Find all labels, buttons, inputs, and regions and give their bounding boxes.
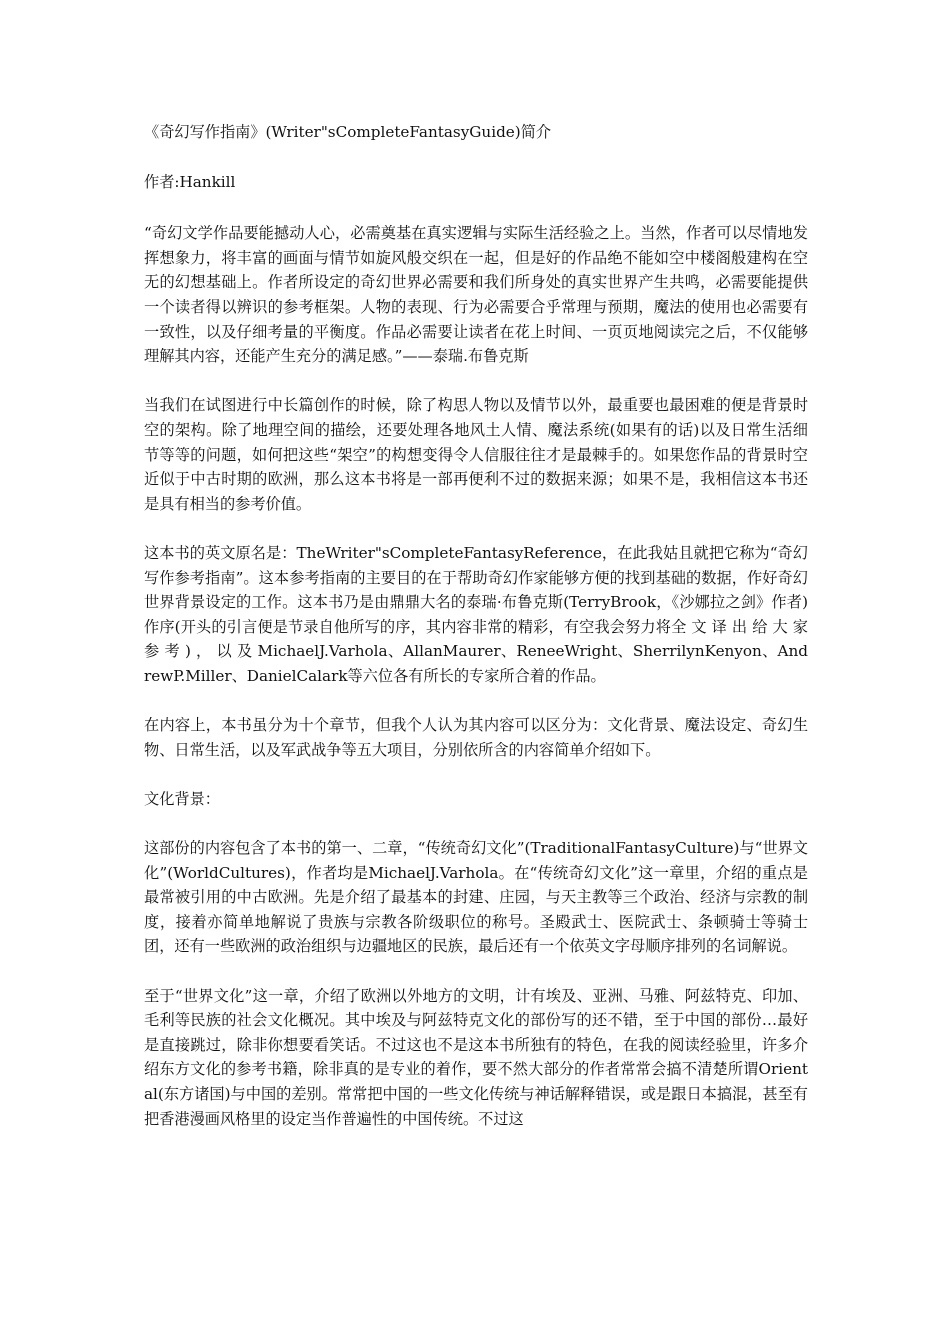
body-paragraph: 当我们在试图进行中长篇创作的时候，除了构思人物以及情节以外，最重要也最困难的便是背景时空的架构。除了地理空间的描绘，还要处理各地风土人情、魔法系统(如果有的话)以及日常生活细节等等的问题，如何把这些“架空”的构想变得令人信服往往才是最棘手的。如果您作品的背景时空近似于中古时期的欧洲，那么这本书将是一部再便利不过的数据来源；如果不是，我相信这本书还是具有相当的参考价值。: [144, 396, 808, 513]
quote-paragraph: “奇幻文学作品要能撼动人心，必需奠基在真实逻辑与实际生活经验之上。当然，作者可以尽情地发挥想象力，将丰富的画面与情节如旋风般交织在一起，但是好的作品绝不能如空中楼阁般建构在空无的幻想基础上。作者所设定的奇幻世界必需要和我们所身处的真实世界产生共鸣，必需要能提供一个读者得以辨识的参考框架。人物的表现、行为必需要合乎常理与预期，魔法的使用也必需要有一致性，以及仔细考量的平衡度。作品必需要让读者在花上时间、一页页地阅读完之后，不仅能够理解其内容，还能产生充分的满足感。”——泰瑞.布鲁克斯: [144, 224, 808, 366]
body-paragraph: 在内容上，本书虽分为十个章节，但我个人认为其内容可以区分为：文化背景、魔法设定、奇幻生物、日常生活，以及军武战争等五大项目，分别依所含的内容简单介绍如下。: [144, 716, 808, 759]
section-heading: 文化背景：: [144, 789, 220, 808]
document-author: 作者:Hankill: [144, 172, 236, 191]
body-paragraph: 至于“世界文化”这一章，介绍了欧洲以外地方的文明，计有埃及、亚洲、马雅、阿兹特克、印加、毛利等民族的社会文化概况。其中埃及与阿兹特克文化的部份写的还不错，至于中国的部份…最好是直接跳过，除非你想要看笑话。不过这也不是这本书所独有的特色，在我的阅读经验里，许多介绍东方文化的参考书籍，除非真的是专业的着作，要不然大部分的作者常常会搞不清楚所谓Oriental(东方诸国)与中国的差别。常常把中国的一些文化传统与神话解释错误，或是跟日本搞混，甚至有把香港漫画风格里的设定当作普遍性的中国传统。不过这: [144, 986, 808, 1128]
body-paragraph: 这本书的英文原名是：TheWriter"sCompleteFantasyReference，在此我姑且就把它称为“奇幻写作参考指南”。这本参考指南的主要目的在于帮助奇幻作家能够方便的找到基础的数据，作好奇幻世界背景设定的工作。这本书乃是由鼎鼎大名的泰瑞·布鲁克斯(TerryBrook，《沙娜拉之剑》作者)作序(开头的引言便是节录自他所写的序，其内容非常的精彩，有空我会努力将全 文 译 出 给 大 家 参 考 ) ， 以 及 MichaelJ.Varhola、AllanMaurer、ReneeWright、SherrilynKenyon、AndrewP.Miller、DanielCalark等六位各有所长的专家所合着的作品。: [144, 543, 808, 685]
document-title: 《奇幻写作指南》(Writer"sCompleteFantasyGuide)简介: [144, 123, 552, 141]
document-page: [144, 120, 808, 1131]
body-paragraph: 这部份的内容包含了本书的第一、二章，“传统奇幻文化”(TraditionalFantasyCulture)与“世界文化”(WorldCultures)，作者均是MichaelJ.Varhola。在“传统奇幻文化”这一章里，介绍的重点是最常被引用的中古欧洲。先是介绍了最基本的封建、庄园，与天主教等三个政治、经济与宗教的制度，接着亦简单地解说了贵族与宗教各阶级职位的称号。圣殿武士、医院武士、条顿骑士等骑士团，还有一些欧洲的政治组织与边疆地区的民族，最后还有一个依英文字母顺序排列的名词解说。: [144, 839, 808, 956]
